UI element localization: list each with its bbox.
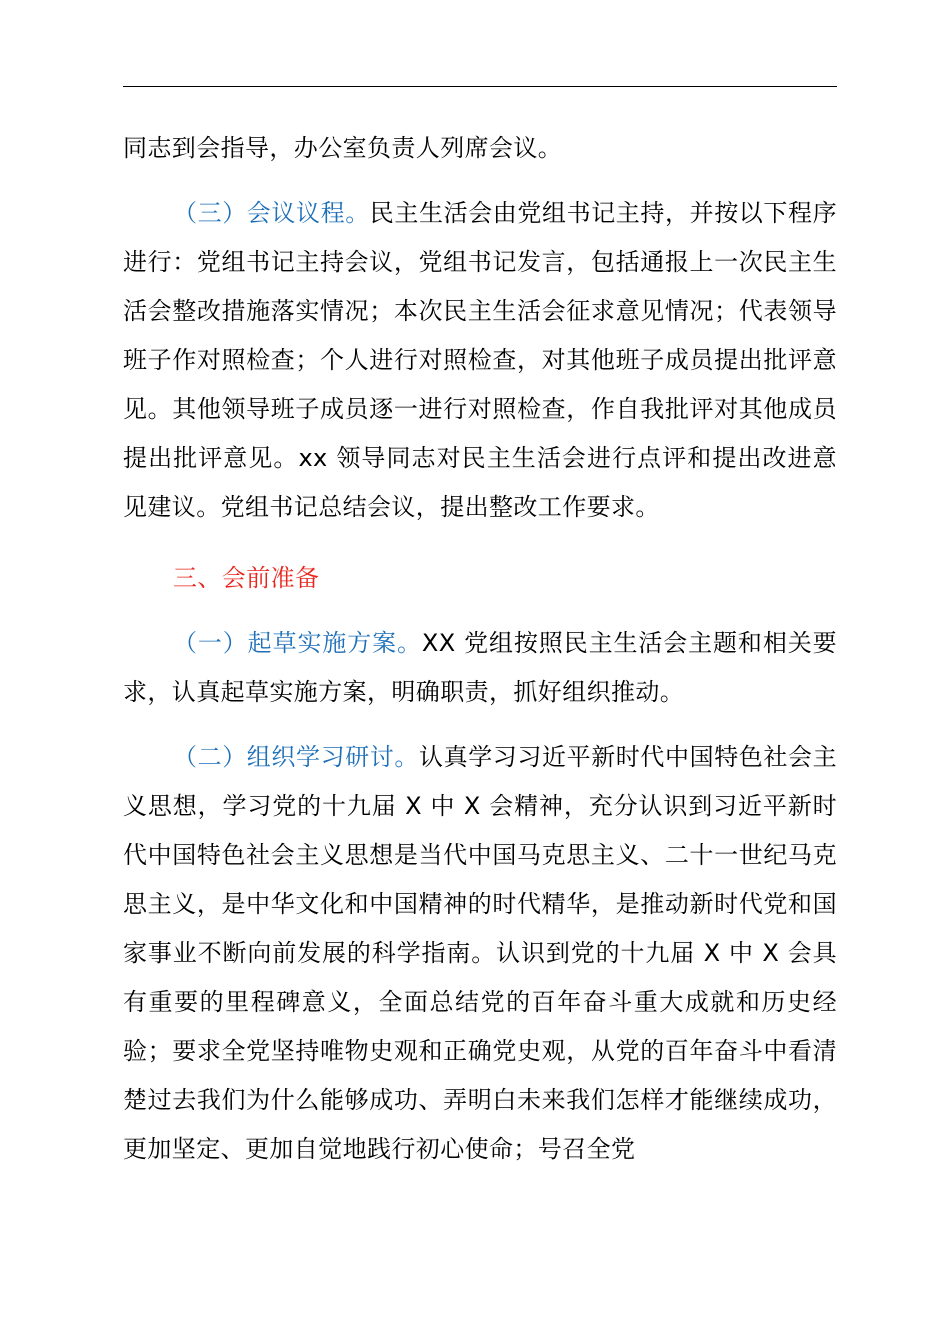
heading-study-seminar: （二）组织学习研讨。: [173, 743, 419, 771]
paragraph-draft-plan-text: XX 党组按照民主生活会主题和相关要求，认真起草实施方案，明确职责，抓好组织推动。: [123, 629, 838, 706]
heading-draft-plan: （一）起草实施方案。: [173, 629, 422, 657]
paragraph-study-seminar-text: 认真学习习近平新时代中国特色社会主义思想，学习党的十九届 X 中 X 会精神，充分认识到习近平新时代中国特色社会主义思想是当代中国马克思主义、二十一世纪马克思主义，是中华文化和中国精神的时代精华，是推动新时代党和国家事业不断向前发展的科学指南。认识到党的十九届 X 中 X 会具有重要的里程碑意义，全面总结党的百年奋斗重大成就和历史经验；要求全党坚持唯物史观和正确党史观，从党的百年奋斗中看清楚过去我们为什么能够成功、弄明白未来我们怎样才能继续成功，更加坚定、更加自觉地践行初心使命；号召全党: [123, 743, 837, 1163]
heading-meeting-agenda: （三）会议议程。: [173, 199, 370, 227]
header-rule: [123, 86, 837, 87]
paragraph-draft-plan: [123, 619, 837, 717]
document-body: [123, 124, 837, 1174]
paragraph-continuation: 同志到会指导，办公室负责人列席会议。: [123, 134, 563, 162]
paragraph-meeting-agenda: [123, 189, 837, 532]
paragraph-meeting-agenda-text: 民主生活会由党组书记主持，并按以下程序进行：党组书记主持会议，党组书记发言，包括通报上一次民主生活会整改措施落实情况；本次民主生活会征求意见情况；代表领导班子作对照检查；个人进行对照检查，对其他班子成员提出批评意见。其他领导班子成员逐一进行对照检查，作自我批评对其他成员提出批评意见。xx 领导同志对民主生活会进行点评和提出改进意见建议。党组书记总结会议，提出整改工作要求。: [123, 199, 837, 521]
paragraph-study-seminar: [123, 733, 837, 1174]
section-title-preparation: 三、会前准备: [173, 564, 320, 592]
